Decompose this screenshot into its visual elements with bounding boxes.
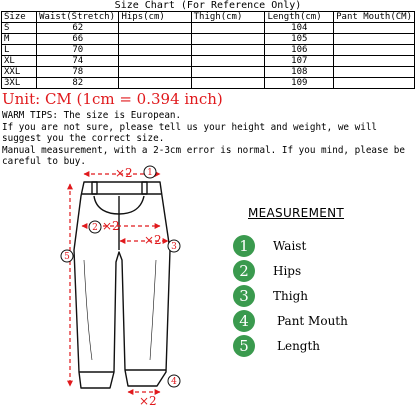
- table-cell: 66: [37, 34, 119, 45]
- table-cell: [334, 56, 415, 67]
- table-cell: 104: [265, 23, 334, 34]
- tip-line: Manual measurement, with a 2-3cm error is normal. If you mind, please be careful to buy.: [2, 144, 405, 168]
- badge-5: 5: [64, 252, 70, 262]
- legend-label: Length: [277, 339, 321, 353]
- table-cell: [119, 45, 191, 56]
- legend-number: 3: [233, 285, 255, 307]
- marker-hips-x2: ×2: [102, 219, 120, 233]
- table-cell: XXL: [2, 67, 37, 78]
- table-cell: [334, 45, 415, 56]
- legend-item-waist: [233, 235, 306, 257]
- legend-label: Thigh: [273, 289, 308, 303]
- table-row: [2, 67, 415, 78]
- table-cell: 62: [37, 23, 119, 34]
- table-cell: L: [2, 45, 37, 56]
- table-cell: [191, 67, 265, 78]
- table-cell: 109: [265, 78, 334, 89]
- header-size: Size: [2, 12, 37, 23]
- pants-diagram: [0, 160, 416, 411]
- legend-item-pant-mouth: [233, 310, 348, 332]
- legend-number: 5: [233, 335, 255, 357]
- legend-label: Hips: [273, 264, 302, 278]
- table-header-row: [2, 12, 415, 23]
- table-cell: [334, 23, 415, 34]
- table-cell: 106: [265, 45, 334, 56]
- badge-3: 3: [171, 242, 177, 252]
- badge-4: 4: [171, 377, 177, 387]
- legend-number: 2: [233, 260, 255, 282]
- legend-item-length: [233, 335, 320, 357]
- table-cell: 74: [37, 56, 119, 67]
- table-row: [2, 23, 415, 34]
- table-cell: XL: [2, 56, 37, 67]
- marker-mouth-x2: ×2: [139, 394, 157, 408]
- tip-line: WARM TIPS: The size is European.: [2, 110, 182, 121]
- header-length: Length(cm): [265, 12, 334, 23]
- table-cell: [191, 56, 265, 67]
- table-cell: [334, 78, 415, 89]
- unit-note: Unit: CM (1cm = 0.394 inch): [2, 90, 223, 108]
- table-cell: [191, 34, 265, 45]
- table-cell: [119, 56, 191, 67]
- legend-number: 1: [233, 235, 255, 257]
- table-cell: 78: [37, 67, 119, 78]
- legend-label: Pant Mouth: [277, 314, 348, 328]
- table-cell: 108: [265, 67, 334, 78]
- table-cell: [191, 23, 265, 34]
- table-row: [2, 34, 415, 45]
- header-pant-mouth: Pant Mouth(CM): [334, 12, 415, 23]
- table-cell: S: [2, 23, 37, 34]
- table-cell: [119, 78, 191, 89]
- marker-waist-x2: ×2: [115, 166, 133, 180]
- marker-thigh-x2: ×2: [144, 233, 162, 247]
- table-row: [2, 78, 415, 89]
- legend-label: Waist: [273, 239, 307, 253]
- size-chart-title: Size Chart (For Reference Only): [114, 0, 302, 11]
- table-row: [2, 45, 415, 56]
- table-cell: 107: [265, 56, 334, 67]
- badge-1: 1: [147, 168, 153, 178]
- table-cell: [191, 45, 265, 56]
- header-hips: Hips(cm): [119, 12, 191, 23]
- table-cell: [119, 67, 191, 78]
- badge-2: 2: [92, 223, 98, 233]
- measurement-title: MEASUREMENT: [248, 206, 345, 220]
- table-cell: 70: [37, 45, 119, 56]
- table-cell: [119, 34, 191, 45]
- table-cell: 82: [37, 78, 119, 89]
- table-cell: 105: [265, 34, 334, 45]
- table-cell: [191, 78, 265, 89]
- table-cell: [119, 23, 191, 34]
- legend-number: 4: [233, 310, 255, 332]
- table-cell: M: [2, 34, 37, 45]
- legend-item-hips: [233, 260, 301, 282]
- table-cell: [334, 67, 415, 78]
- table-cell: [334, 34, 415, 45]
- pants-outline: [74, 182, 170, 388]
- table-cell: 3XL: [2, 78, 37, 89]
- header-waist: Waist(Stretch): [37, 12, 119, 23]
- table-row: [2, 56, 415, 67]
- legend-item-thigh: [233, 285, 308, 307]
- tip-line: If you are not sure, please tell us your height and weight, we will suggest you the correct size.: [2, 121, 378, 145]
- size-table: [1, 11, 415, 89]
- header-thigh: Thigh(cm): [191, 12, 265, 23]
